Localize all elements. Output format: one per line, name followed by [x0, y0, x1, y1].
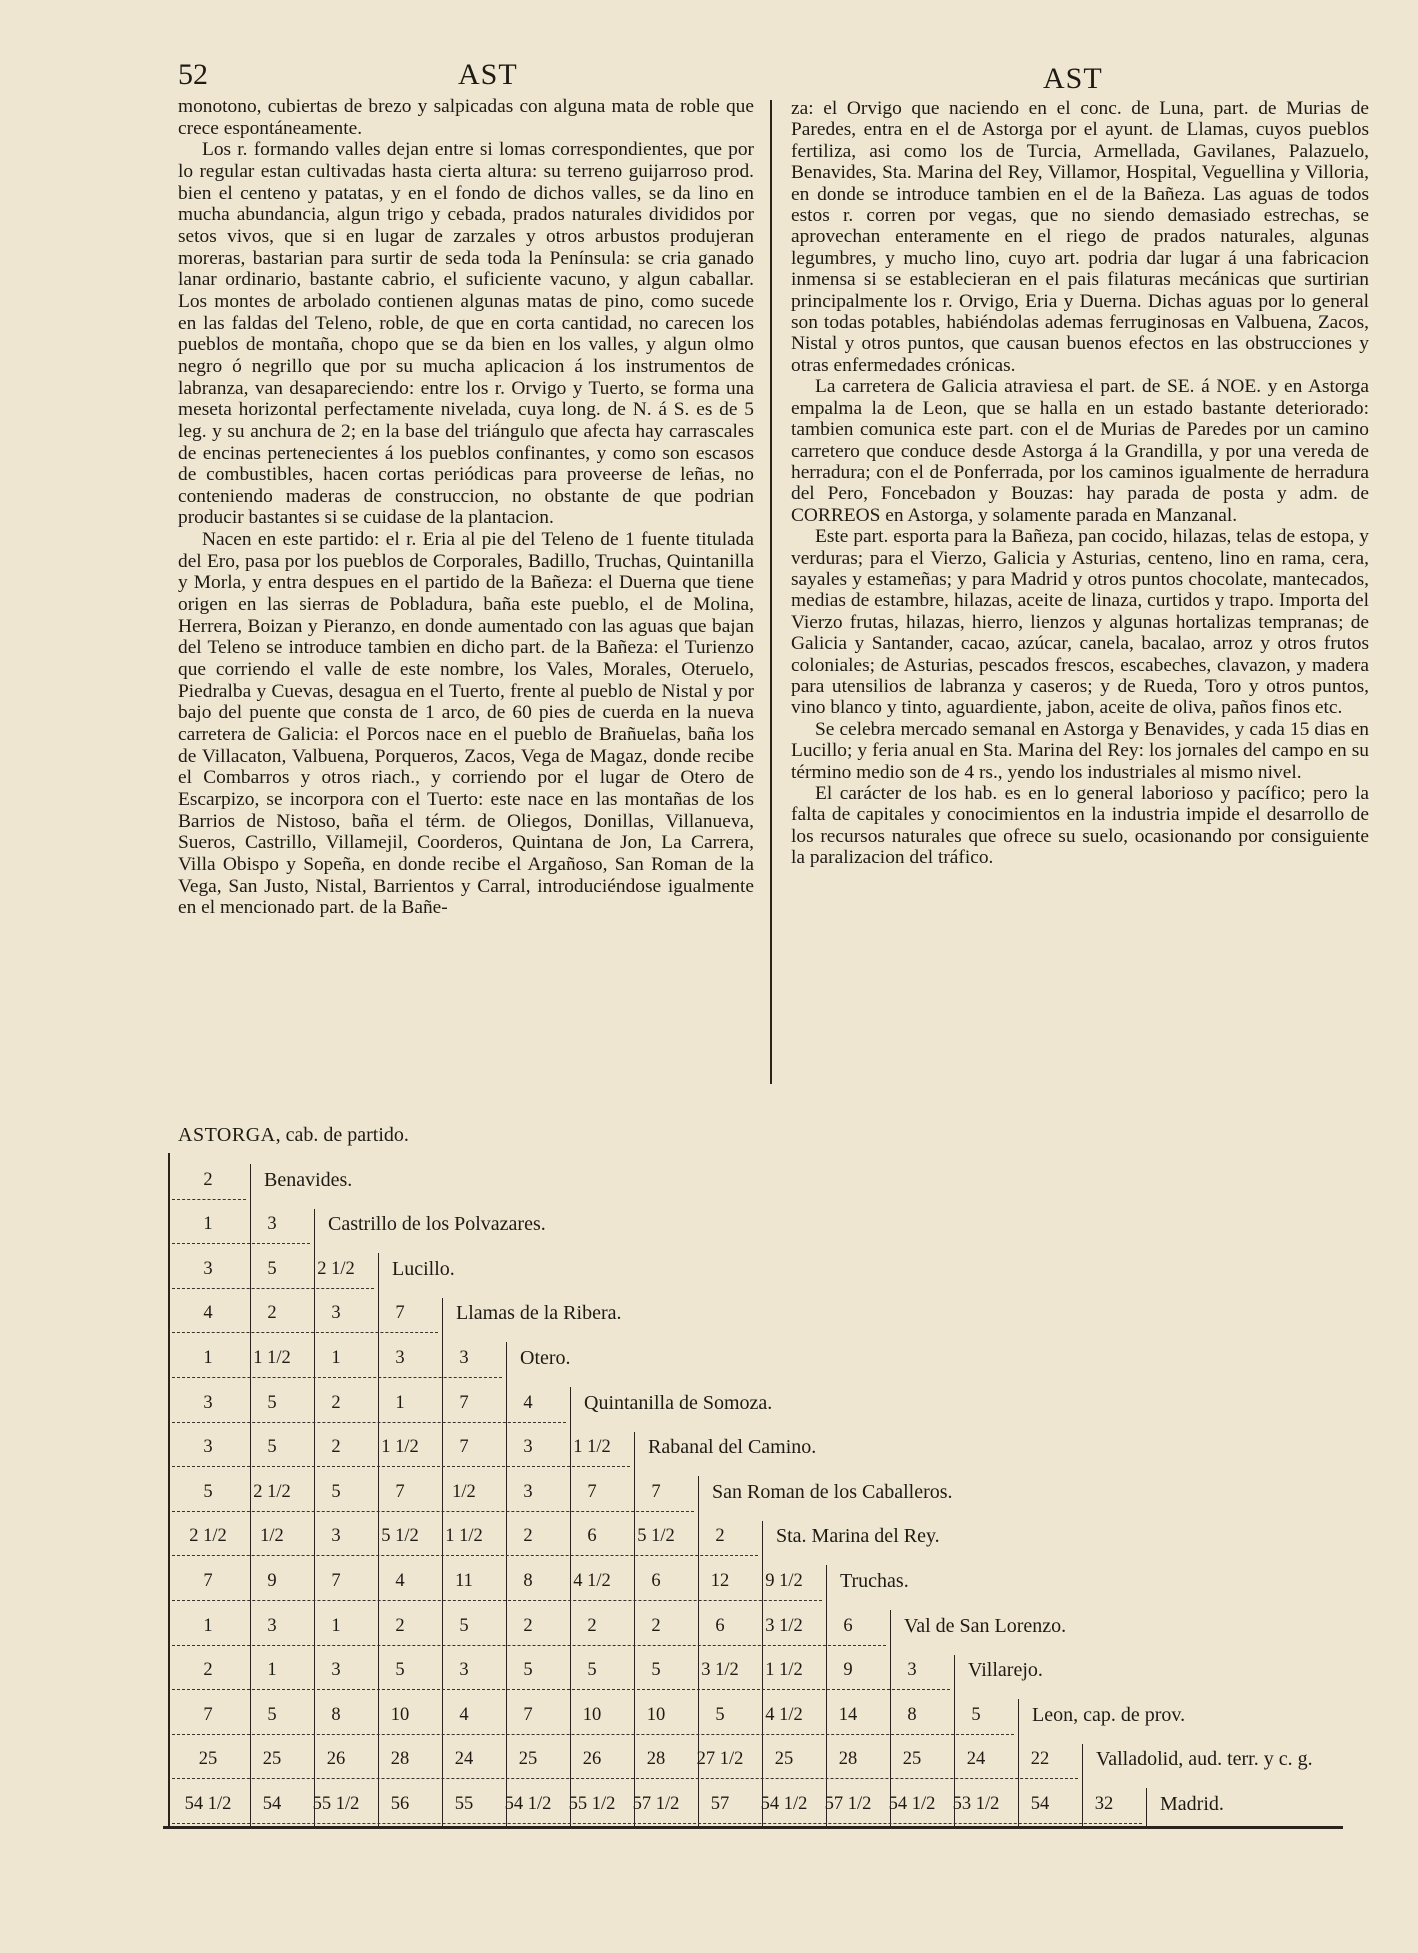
- distance-cell: 1: [203, 1615, 213, 1636]
- distance-cell: 8: [523, 1570, 533, 1591]
- distance-cell: 8: [331, 1704, 341, 1725]
- town-label: Val de San Lorenzo.: [904, 1614, 1067, 1637]
- distance-cell: 5: [331, 1481, 341, 1502]
- page-number: 52: [178, 58, 208, 91]
- distance-cell: 32: [1094, 1793, 1114, 1814]
- paragraph: Se celebra mercado semanal en Astorga y Benavides, y cada 15 dias en Lucillo; y feria anual en Sta. Marina del Rey: los jornales del campo en su término medio son de 4 rs., yendo los industriales al mismo nivel.: [791, 718, 1369, 783]
- distance-cell: 7: [651, 1481, 661, 1502]
- distance-cell: 7: [203, 1704, 213, 1725]
- distance-cell: 5: [971, 1704, 981, 1725]
- distance-cell: 11: [455, 1570, 473, 1591]
- distance-cell: 28: [838, 1749, 858, 1770]
- distance-cell: 2: [331, 1392, 341, 1413]
- paragraph: El carácter de los hab. es en lo general laborioso y pacífico; pero la falta de capitales y conocimientos en la industria impide el desarrollo de los recursos naturales que ofrece su suelo, ocasionando por consiguiente la paralizacion del tráfico.: [791, 783, 1369, 869]
- distance-cell: 3 1/2: [701, 1660, 739, 1681]
- distance-cell: 22: [1030, 1749, 1050, 1770]
- distance-cell: 1: [331, 1615, 341, 1636]
- distance-cell: 54 1/2: [504, 1793, 552, 1814]
- paragraph: Nacen en este partido: el r. Eria al pie del Teleno de 1 fuente titulada del Ero, pasa por los pueblos de Corporales, Badillo, Truchas, Quintanilla y Morla, y entra despues en el partido de la Bañeza: el Duerna que tiene origen en las sierras de Pobladura, baña este pueblo, el de Molina, Herrera, Boizan y Pieranzo, en donde aumentado con las aguas que bajan del Teleno se introduce tambien en dicho part. de la Bañeza: el Turienzo que corriendo el valle de este nombre, los Vales, Morales, Oteruelo, Piedralba y Cuevas, desagua en el Tuerto, frente al pueblo de Nistal y por bajo del puente que consta de 1 arco, de 60 pies de cuerda en la nueva carretera de Galicia: el Porcos nace en el pueblo de Brañuelas, baña los de Villacaton, Valbuena, Porqueros, Zacos, Vega de Magaz, donde recibe el Combarros y otros riach., y corriendo por el lugar de Otero de Escarpizo, se incorpora con el Tuerto: este nace en las montañas de los Barrios de Nistoso, baña el térm. de Oliegos, Donillas, Villanueva, Sueros, Castrillo, Villamejil, Coorderos, Quintana de Jon, La Carrera, Villa Obispo y Sopeña, en donde recibe el Argañoso, San Roman de la Vega, San Justo, Nistal, Barrientos y Carral, introduciéndose igualmente en el mencionado part. de la Bañe-: [178, 529, 754, 919]
- row-separator: [172, 1645, 886, 1646]
- row-separator: [172, 1422, 566, 1423]
- distance-cell: 3: [203, 1392, 213, 1413]
- distance-cell: 14: [838, 1704, 858, 1725]
- paragraph: La carretera de Galicia atraviesa el part. de SE. á NOE. y en Astorga empalma la de Leon, que se halla en un estado bastante deteriorado: tambien comunica este part. con el de Murias de Paredes por un camino carretero que conduce desde Astorga á la Grandilla, y por una vereda de herradura; con el de Ponferrada, por los caminos igualmente de herradura del Pero, Foncebadon y Bouzas: hay parada de posta y adm. de CORREOS en Astorga, y solamente parada en Manzanal.: [791, 376, 1369, 526]
- distance-cell: 5: [203, 1481, 213, 1502]
- table-title-town: ASTORGA: [178, 1124, 276, 1146]
- distance-cell: 25: [774, 1749, 794, 1770]
- table-title-rest: , cab. de partido.: [275, 1124, 409, 1146]
- distance-cell: 8: [907, 1704, 917, 1725]
- town-label: Rabanal del Camino.: [648, 1436, 817, 1459]
- distance-cell: 2: [203, 1660, 213, 1681]
- distance-cell: 53 1/2: [952, 1793, 1000, 1814]
- row-separator: [172, 1823, 1142, 1824]
- distance-cell: 10: [390, 1704, 410, 1725]
- distance-cell: 7: [459, 1437, 469, 1458]
- distance-cell: 27 1/2: [696, 1749, 744, 1770]
- distance-cell: 7: [587, 1481, 597, 1502]
- distance-cell: 10: [582, 1704, 602, 1725]
- distance-cell: 28: [390, 1749, 410, 1770]
- distance-cell: 3: [267, 1214, 277, 1235]
- distance-cell: 5: [715, 1704, 725, 1725]
- distance-cell: 3: [267, 1615, 277, 1636]
- distance-cell: 1 1/2: [253, 1347, 291, 1368]
- distance-cell: 6: [715, 1615, 725, 1636]
- distance-cell: 2: [267, 1303, 277, 1324]
- distance-cell: 3: [331, 1660, 341, 1681]
- distance-cell: 2 1/2: [317, 1258, 355, 1279]
- town-label: Villarejo.: [968, 1659, 1043, 1682]
- distance-cell: 7: [331, 1570, 341, 1591]
- distance-cell: 54 1/2: [888, 1793, 936, 1814]
- distance-cell: 6: [843, 1615, 853, 1636]
- distance-cell: 5: [587, 1660, 597, 1681]
- distance-cell: 1: [331, 1347, 341, 1368]
- distance-cell: 5: [267, 1704, 277, 1725]
- distance-cell: 6: [651, 1570, 661, 1591]
- distance-cell: 55: [454, 1793, 474, 1814]
- distance-cell: 2: [523, 1615, 533, 1636]
- distance-cell: 1 1/2: [573, 1437, 611, 1458]
- distance-cell: 5: [395, 1660, 405, 1681]
- distance-cell: 5: [267, 1437, 277, 1458]
- distance-cell: 3: [331, 1303, 341, 1324]
- row-separator: [172, 1734, 1014, 1735]
- distance-cell: 1 1/2: [381, 1437, 419, 1458]
- distance-cell: 54 1/2: [760, 1793, 808, 1814]
- distance-cell: 4: [523, 1392, 533, 1413]
- distance-cell: 9 1/2: [765, 1570, 803, 1591]
- distance-cell: 57: [710, 1793, 730, 1814]
- town-label: Quintanilla de Somoza.: [584, 1391, 773, 1414]
- distance-cell: 7: [395, 1481, 405, 1502]
- table-left-border: [168, 1153, 170, 1826]
- row-separator: [172, 1466, 630, 1467]
- distance-cell: 54: [262, 1793, 282, 1814]
- distance-cell: 1: [267, 1660, 277, 1681]
- distance-cell: 5: [267, 1258, 277, 1279]
- distance-cell: 54 1/2: [184, 1793, 232, 1814]
- distance-cell: 1: [395, 1392, 405, 1413]
- distance-cell: 5: [523, 1660, 533, 1681]
- distance-cell: 1/2: [260, 1526, 284, 1547]
- distance-cell: 1 1/2: [765, 1660, 803, 1681]
- distance-cell: 55 1/2: [568, 1793, 616, 1814]
- distance-cell: 1 1/2: [445, 1526, 483, 1547]
- row-separator: [172, 1689, 950, 1690]
- town-label: Truchas.: [840, 1569, 909, 1592]
- distance-cell: 56: [390, 1793, 410, 1814]
- distance-cell: 3: [203, 1437, 213, 1458]
- town-label: Leon, cap. de prov.: [1032, 1703, 1186, 1726]
- distance-cell: 5: [651, 1660, 661, 1681]
- row-separator: [172, 1778, 1078, 1779]
- distance-cell: 1/2: [452, 1481, 476, 1502]
- row-separator: [172, 1288, 374, 1289]
- distance-cell: 3: [523, 1437, 533, 1458]
- row-separator: [172, 1243, 310, 1244]
- distance-cell: 25: [902, 1749, 922, 1770]
- distance-cell: 4: [395, 1570, 405, 1591]
- distance-cell: 28: [646, 1749, 666, 1770]
- town-label: Valladolid, aud. terr. y c. g.: [1096, 1748, 1313, 1771]
- paragraph: Este part. esporta para la Bañeza, pan cocido, hilazas, telas de estopa, y verduras; para el Vierzo, Galicia y Asturias, centeno, lino en rama, cera, sayales y estameñas; y para Madrid y otros puntos chocolate, mantecados, medias de estambre, hilazas, aceite de linaza, curtidos y trapo. Importa del Vierzo frutas, hilazas, hierro, lienzos y algunas hortalizas tempranas; de Galicia y Santander, cacao, azúcar, canela, bacalao, arroz y otros frutos coloniales; de Asturias, pescados frescos, escabeches, clavazon, y madera para utensilios de labranza y caseros; y de Rueda, Toro y otros puntos, vino blanco y tinto, aguardiente, jabon, aceite de oliva, paños finos etc.: [791, 526, 1369, 719]
- distance-cell: 7: [395, 1303, 405, 1324]
- distance-cell: 5: [267, 1392, 277, 1413]
- row-separator: [172, 1555, 758, 1556]
- distance-cell: 3: [331, 1526, 341, 1547]
- town-label: San Roman de los Caballeros.: [712, 1480, 953, 1503]
- town-label: Otero.: [520, 1346, 571, 1369]
- distance-cell: 4 1/2: [573, 1570, 611, 1591]
- distance-cell: 2: [651, 1615, 661, 1636]
- distance-cell: 2: [587, 1615, 597, 1636]
- distance-cell: 25: [198, 1749, 218, 1770]
- distance-cell: 9: [267, 1570, 277, 1591]
- row-bracket-line: [1146, 1788, 1147, 1826]
- row-separator: [172, 1199, 246, 1200]
- distance-cell: 3: [459, 1347, 469, 1368]
- row-separator: [172, 1600, 822, 1601]
- distance-cell: 3: [523, 1481, 533, 1502]
- row-separator: [172, 1332, 438, 1333]
- paragraph: monotono, cubiertas de brezo y salpicadas con alguna mata de roble que crece espontáneamente.: [178, 96, 754, 139]
- distance-cell: 54: [1030, 1793, 1050, 1814]
- distance-cell: 57 1/2: [824, 1793, 872, 1814]
- distance-cell: 1: [203, 1347, 213, 1368]
- town-label: Lucillo.: [392, 1257, 455, 1280]
- distance-cell: 7: [459, 1392, 469, 1413]
- distance-cell: 1: [203, 1214, 213, 1235]
- distance-cell: 5 1/2: [637, 1526, 675, 1547]
- paragraph: za: el Orvigo que naciendo en el conc. de Luna, part. de Murias de Paredes, entra en el de Astorga por el ayunt. de Llamas, cuyos pueblos fertiliza, asi como los de Turcia, Armellada, Gavilanes, Palazuelo, Benavides, Sta. Marina del Rey, Villamor, Hospital, Veguellina y Villoria, en donde se introduce tambien en el de la Bañeza. Las aguas de todos estos r. corren por vegas, que no siendo demasiado estrechas, se aprovechan enteramente en el riego de prados naturales, algunas legumbres, y mucho lino, cuyo art. podria dar lugar á una fabricacion inmensa si se establecieran en el pais filaturas mecánicas que surtirian principalmente los r. Orvigo, Eria y Duerna. Dichas aguas por lo general son todas potables, habiéndolas ademas ferruginosas en Valbuena, Zacos, Nistal y otros puntos, que causan buenos efectos en las obstrucciones y otras enfermedades crónicas.: [791, 98, 1369, 376]
- distance-cell: 3: [203, 1258, 213, 1279]
- distance-cell: 7: [203, 1570, 213, 1591]
- distance-cell: 2: [331, 1437, 341, 1458]
- distance-cell: 25: [518, 1749, 538, 1770]
- running-head-right: AST: [1043, 62, 1103, 95]
- town-label: Madrid.: [1160, 1792, 1224, 1815]
- distance-cell: 3: [395, 1347, 405, 1368]
- distance-cell: 24: [966, 1749, 986, 1770]
- distance-cell: 7: [523, 1704, 533, 1725]
- running-head-left: AST: [458, 58, 518, 91]
- distance-cell: 2 1/2: [253, 1481, 291, 1502]
- town-label: Llamas de la Ribera.: [456, 1302, 622, 1325]
- distance-cell: 55 1/2: [312, 1793, 360, 1814]
- distance-cell: 25: [262, 1749, 282, 1770]
- town-label: Castrillo de los Polvazares.: [328, 1213, 546, 1236]
- distance-cell: 2: [395, 1615, 405, 1636]
- town-label: Benavides.: [264, 1168, 353, 1191]
- distance-cell: 2: [203, 1169, 213, 1190]
- distance-cell: 10: [646, 1704, 666, 1725]
- distance-cell: 57 1/2: [632, 1793, 680, 1814]
- distance-cell: 5 1/2: [381, 1526, 419, 1547]
- town-label: Sta. Marina del Rey.: [776, 1525, 940, 1548]
- row-separator: [172, 1377, 502, 1378]
- distance-cell: 2: [523, 1526, 533, 1547]
- table-bottom-border: [163, 1826, 1343, 1829]
- distance-cell: 4: [203, 1303, 213, 1324]
- distance-cell: 3: [907, 1660, 917, 1681]
- row-separator: [172, 1511, 694, 1512]
- distance-cell: 24: [454, 1749, 474, 1770]
- distance-cell: 2 1/2: [189, 1526, 227, 1547]
- distance-cell: 26: [326, 1749, 346, 1770]
- distance-cell: 12: [710, 1570, 730, 1591]
- distance-cell: 3 1/2: [765, 1615, 803, 1636]
- paragraph: Los r. formando valles dejan entre si lomas correspondientes, que por lo regular estan cultivadas hasta cierta altura: su terreno guijarroso prod. bien el centeno y patatas, y en el fondo de dichos valles, se da lino en mucha abundancia, algun trigo y cebada, prados naturales divididos por setos vivos, que si en lugar de zarzales y otros arbustos produjeran moreras, bastarian para surtir de seda toda la Península: se cria ganado lanar ordinario, bastante cabrio, el suficiente vacuno, y algun caballar. Los montes de arbolado contienen algunas matas de pino, como sucede en las faldas del Teleno, roble, de que en corta cantidad, no carecen los pueblos de montaña, chopo que se da bien en los valles, y algun olmo negro ó negrillo que por su mucha aplicacion á los instrumentos de labranza, van desapareciendo: entre los r. Orvigo y Tuerto, se forma una meseta horizontal perfectamente nivelada, cuya long. de N. á S. es de 5 leg. y su anchura de 2; en la base del triángulo que afecta hay carrascales de encinas pertenecientes á los pueblos confinantes, y como son escasos de combustibles, hacen cortas periódicas para proveerse de leñas, no conteniendo maderas de construccion, no obstante de que podrian producir bastantes si se cuidase de la plantacion.: [178, 139, 754, 529]
- distance-cell: 4 1/2: [765, 1704, 803, 1725]
- distance-cell: 9: [843, 1660, 853, 1681]
- distance-cell: 26: [582, 1749, 602, 1770]
- distance-cell: 6: [587, 1526, 597, 1547]
- distance-cell: 4: [459, 1704, 469, 1725]
- distance-cell: 3: [459, 1660, 469, 1681]
- distance-cell: 2: [715, 1526, 725, 1547]
- distance-cell: 5: [459, 1615, 469, 1636]
